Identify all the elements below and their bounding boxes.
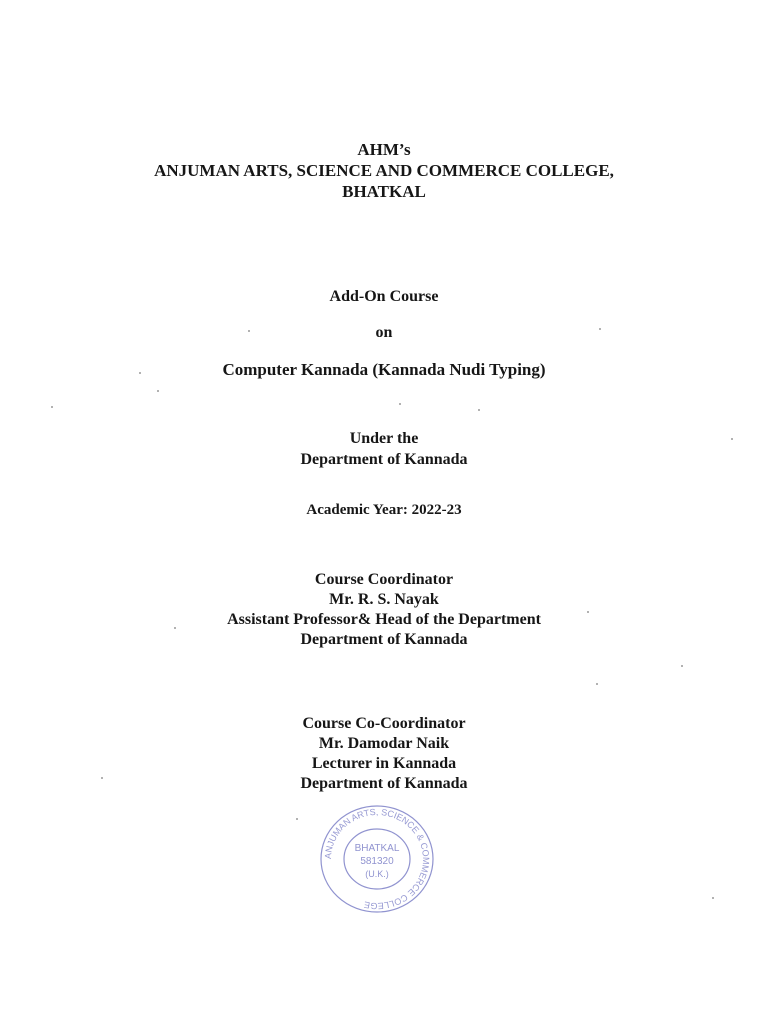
- college-place: BHATKAL: [342, 182, 426, 201]
- seal-outer-text: ANJUMAN ARTS, SCIENCE & COMMERCE COLLEGE: [322, 806, 432, 912]
- co-coordinator-name: Mr. Damodar Naik: [318, 735, 450, 752]
- seal-line-2: 581320: [360, 856, 394, 867]
- academic-year: Academic Year: 2022-23: [306, 502, 462, 518]
- under-the: Under the: [349, 430, 419, 447]
- scan-speck: [681, 665, 683, 667]
- coordinator-role: Course Coordinator: [314, 571, 454, 588]
- scan-speck: [248, 330, 250, 332]
- co-coordinator-role: Course Co-Coordinator: [302, 715, 466, 732]
- course-connector: on: [375, 324, 393, 341]
- college-name: ANJUMAN ARTS, SCIENCE AND COMMERCE COLLEGE,: [154, 161, 614, 180]
- co-coordinator-department: Department of Kannada: [300, 775, 468, 792]
- scan-speck: [712, 897, 714, 899]
- scan-speck: [101, 777, 103, 779]
- scan-speck: [51, 406, 53, 408]
- coordinator-department: Department of Kannada: [300, 631, 468, 648]
- college-seal-stamp: [312, 800, 442, 918]
- seal-icon: [312, 800, 442, 918]
- scan-speck: [296, 818, 298, 820]
- seal-line-1: BHATKAL: [354, 843, 400, 854]
- scan-speck: [157, 390, 159, 392]
- coordinator-name: Mr. R. S. Nayak: [329, 591, 439, 608]
- scan-speck: [599, 328, 601, 330]
- scan-speck: [139, 372, 141, 374]
- scan-speck: [399, 403, 401, 405]
- scan-speck: [587, 611, 589, 613]
- coordinator-designation: Assistant Professor& Head of the Department: [227, 611, 541, 628]
- course-type: Add-On Course: [329, 288, 439, 305]
- college-prefix: AHM’s: [357, 140, 411, 159]
- scan-speck: [478, 409, 480, 411]
- scan-speck: [596, 683, 598, 685]
- course-title: Computer Kannada (Kannada Nudi Typing): [222, 360, 546, 379]
- scan-speck: [174, 627, 176, 629]
- scan-speck: [731, 438, 733, 440]
- co-coordinator-designation: Lecturer in Kannada: [311, 755, 457, 772]
- department-name: Department of Kannada: [300, 451, 468, 468]
- seal-line-3: (U.K.): [365, 869, 389, 879]
